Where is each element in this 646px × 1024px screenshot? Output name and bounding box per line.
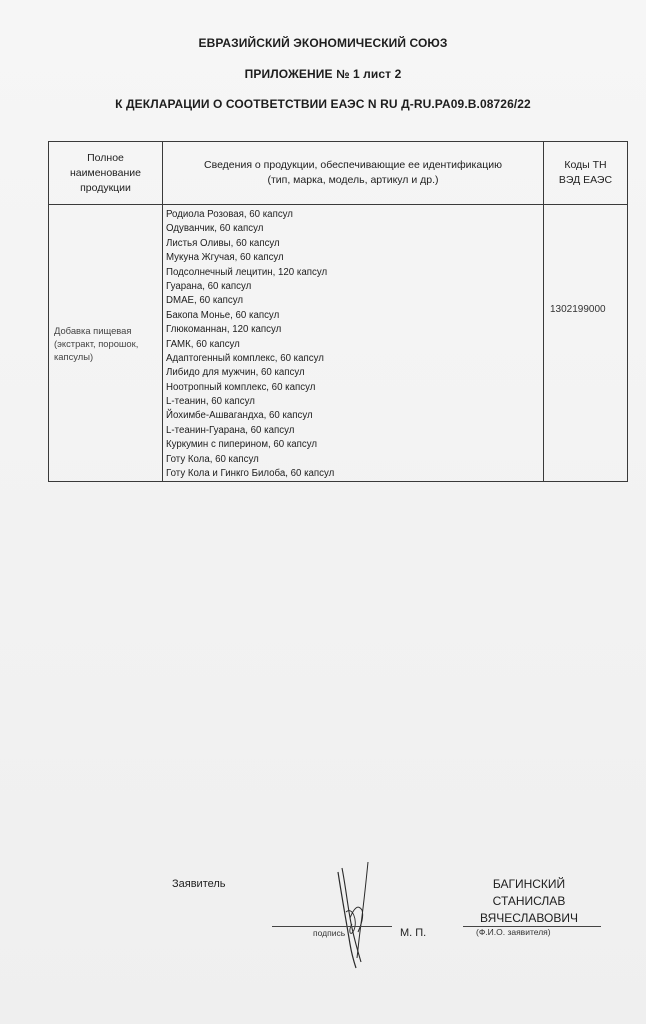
- list-item: DMAE, 60 капсул: [166, 295, 244, 307]
- list-item: Листья Оливы, 60 капсул: [166, 237, 280, 249]
- list-item: Родиола Розовая, 60 капсул: [166, 209, 293, 220]
- product-items-cell: [163, 205, 544, 482]
- header-tn-ved-code: Коды ТН ВЭД ЕАЭС: [544, 142, 628, 205]
- applicant-full-name: БАГИНСКИЙ СТАНИСЛАВ ВЯЧЕСЛАВОВИЧ: [480, 877, 578, 925]
- list-item: Мукуна Жгучая, 60 капсул: [166, 252, 284, 264]
- list-item: L-теанин-Гуарана, 60 капсул: [166, 424, 295, 436]
- list-item: Подсолнечный лецитин, 120 капсул: [166, 266, 328, 278]
- applicant-label: Заявитель: [172, 878, 226, 890]
- list-item: Йохимбе-Ашвагандха, 60 капсул: [166, 410, 313, 422]
- union-title: ЕВРАЗИЙСКИЙ ЭКОНОМИЧЕСКИЙ СОЮЗ: [198, 36, 448, 50]
- signature-line: [272, 926, 392, 927]
- stamp-place-label: М. П.: [400, 927, 427, 939]
- list-item: Куркумин с пиперином, 60 капсул: [166, 439, 318, 451]
- list-item: L-теанин, 60 капсул: [166, 396, 255, 408]
- list-item: Готу Кола и Гинкго Билоба, 60 капсул: [166, 468, 335, 480]
- list-item: Одуванчик, 60 капсул: [166, 223, 264, 235]
- list-item: ГАМК, 60 капсул: [166, 338, 240, 350]
- handwritten-signature: [328, 858, 384, 972]
- signature-caption: подпись: [313, 928, 346, 938]
- name-caption: (Ф.И.О. заявителя): [476, 927, 551, 937]
- list-item: Готу Кола, 60 капсул: [166, 453, 259, 465]
- appendix-title: ПРИЛОЖЕНИЕ № 1 лист 2: [244, 67, 402, 81]
- tn-ved-code-cell: 1302199000: [544, 205, 628, 482]
- header-product-info: Сведения о продукции, обеспечивающие ее идентификацию (тип, марка, модель, артикул и др.): [163, 142, 544, 205]
- list-item: Глюкоманнан, 120 капсул: [166, 324, 282, 336]
- declaration-title: К ДЕКЛАРАЦИИ О СООТВЕТСТВИИ ЕАЭС N RU Д-RU.PA09.B.08726/22: [115, 97, 531, 111]
- table-row: [49, 205, 628, 482]
- table-header-row: [49, 142, 628, 205]
- header-product-name: Полное наименование продукции: [49, 142, 163, 205]
- list-item: Либидо для мужчин, 60 капсул: [166, 367, 305, 379]
- list-item: Гуарана, 60 капсул: [166, 280, 252, 292]
- list-item: Ноотропный комплекс, 60 капсул: [166, 381, 316, 393]
- list-item: Адаптогенный комплекс, 60 капсул: [166, 352, 324, 364]
- product-name-cell: Добавка пищевая (экстракт, порошок, капсулы): [49, 205, 163, 482]
- product-table: [48, 141, 628, 482]
- list-item: Бакопа Монье, 60 капсул: [166, 309, 280, 321]
